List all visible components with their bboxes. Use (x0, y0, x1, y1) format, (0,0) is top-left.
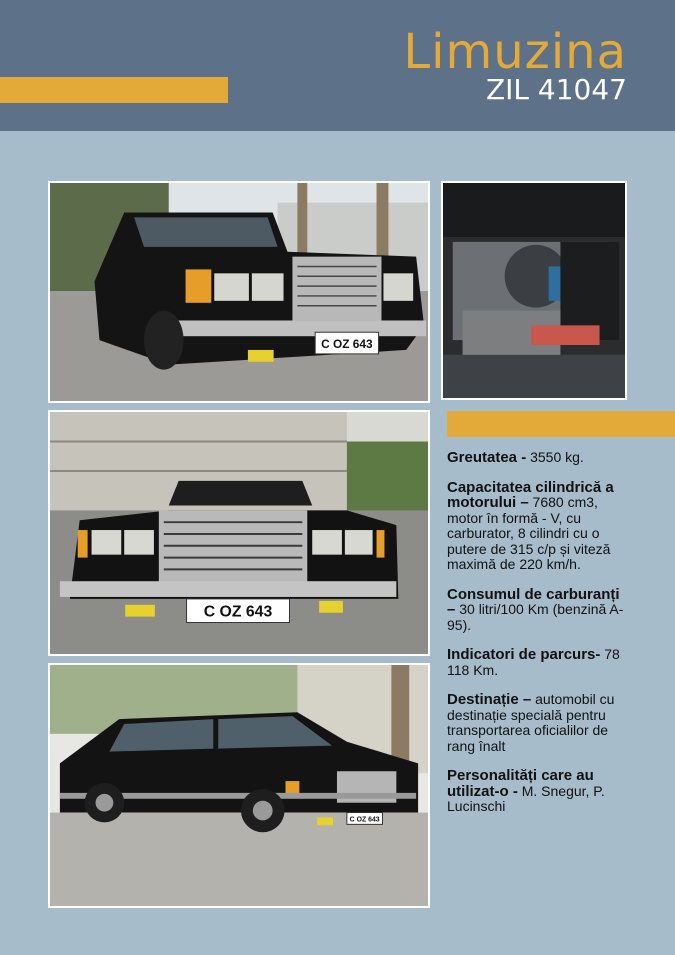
spec-mileage (447, 647, 629, 678)
spec-label: Personalități care au utilizat-o - (447, 767, 594, 800)
spec-label: Indicatori de parcurs- (447, 646, 601, 663)
specs-accent-bar (447, 411, 675, 437)
spec-value: 3550 kg. (526, 449, 584, 465)
spec-label: Consumul de carburanți – (447, 585, 620, 618)
plate-text: C OZ 643 (321, 337, 373, 351)
spec-users (447, 768, 629, 815)
spec-label: Capacitatea cilindrică a motorului – (447, 478, 614, 511)
spec-weight (447, 450, 629, 466)
spec-consumption (447, 587, 629, 634)
limousine-front-photo (48, 410, 430, 656)
engine-bay-photo (441, 181, 627, 400)
spec-value: M. Snegur, P. Lucinschi (447, 782, 605, 814)
spec-engine (447, 480, 629, 573)
spec-purpose (447, 692, 629, 754)
spec-value: 7680 cm3, motor în formă - V, cu carburator, 8 cilindri cu o putere de 315 c/p și viteză maximă de 220 km/h. (447, 494, 611, 572)
spec-value: 30 litri/100 Km (benzină A-95). (447, 601, 624, 633)
header-banner (0, 0, 675, 131)
limousine-side-photo (48, 663, 430, 908)
header-accent-bar (0, 77, 228, 103)
plate-text: C OZ 643 (349, 816, 380, 824)
spec-label: Greutatea - (447, 449, 527, 466)
limousine-front-angle-photo (48, 181, 430, 403)
page-title: Limuzina (403, 24, 627, 80)
page-subtitle: ZIL 41047 (485, 73, 627, 106)
spec-value: 78 118 Km. (447, 646, 620, 678)
plate-text: C OZ 643 (203, 603, 273, 621)
spec-label: Destinație – (447, 691, 532, 708)
specs-list (447, 450, 629, 829)
spec-value: automobil cu destinație specială pentru transportarea oficialilor de rang înalt (447, 691, 615, 754)
